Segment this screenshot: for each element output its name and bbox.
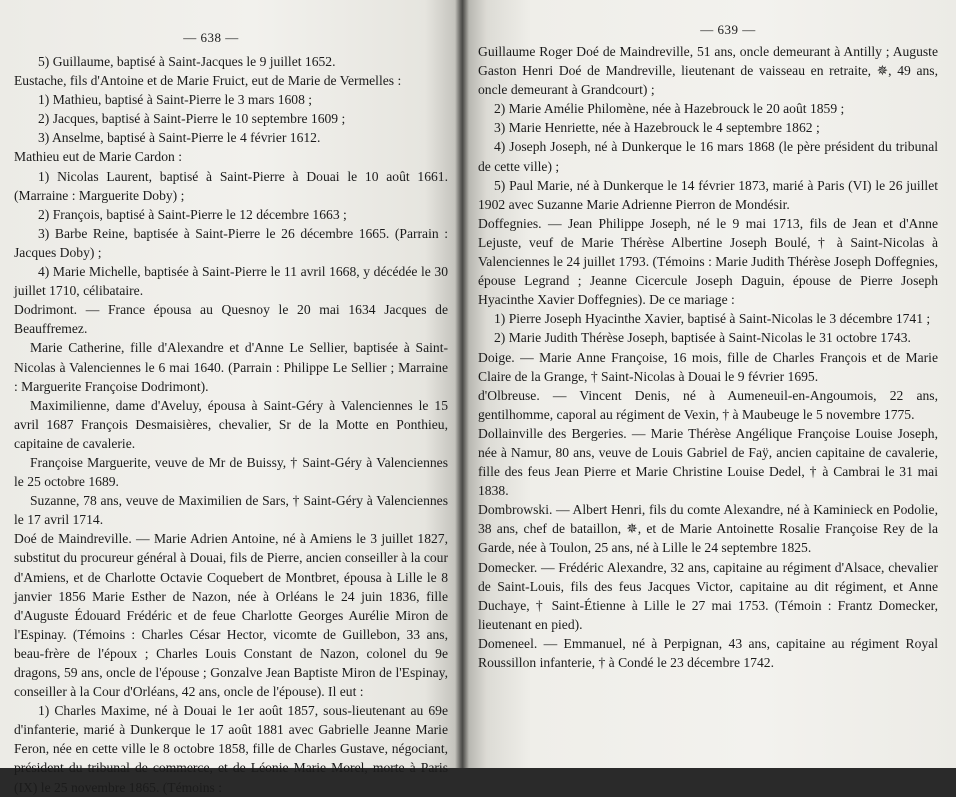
text-line: 4) Joseph Joseph, né à Dunkerque le 16 mars 1868 (le père président du tribunal de cette ville) ; [478, 139, 938, 174]
right-page [462, 0, 956, 768]
right-page-number: — 639 — [700, 22, 756, 37]
text-line: 4) Marie Michelle, baptisée à Saint-Pierre le 11 avril 1668, y décédée le 30 juillet 1710, célibataire. [14, 264, 448, 299]
text-line: 5) Paul Marie, né à Dunkerque le 14 février 1873, marié à Paris (VI) le 26 juillet 1902 avec Suzanne Marie Adrienne Pierron de Mondésir. [478, 177, 938, 212]
entry-dollainville: Dollainville des Bergeries. — Marie Thérèse Angélique Françoise Louise Joseph, née à Namur, 80 ans, veuve de Louis Gabriel de Faÿ, ancien capitaine de cavalerie, fille des feus Jean Pierre et Marie Christine Louise Dedel, † à Cambrai le 31 mai 1838. [478, 425, 938, 499]
text-line: Maximilienne, dame d'Aveluy, épousa à Saint-Géry à Valenciennes le 15 avril 1687 François Desmaisières, chevalier, Sr de la Motte en Ponthieu, capitaine de cavalerie. [14, 397, 448, 451]
text-line: 1) Nicolas Laurent, baptisé à Saint-Pierre à Douai le 10 août 1661. (Marraine : Marguerite Doby) ; [14, 168, 448, 203]
text-line: 3) Barbe Reine, baptisée à Saint-Pierre le 26 décembre 1665. (Parrain : Jacques Doby) ; [14, 225, 448, 260]
text-line: 2) Marie Judith Thérèse Joseph, baptisée à Saint-Nicolas le 31 octobre 1743. [494, 330, 911, 346]
entry-doffegnies: Doffegnies. — Jean Philippe Joseph, né le 9 mai 1713, fils de Jean et d'Anne Lejuste, veuf de Marie Thérèse Albertine Joseph Boulé, † à Saint-Nicolas à Valenciennes le 24 juillet 1793. (Témoins : Marie Judith Thérèse Joseph Doffegnies, épouse Legrand ; Jeanne Cicercule Joseph Daguin, épouse de Pierre Joseph Hyacinthe Xavier Doffegnies). De ce mariage : [478, 215, 938, 308]
text-line: 1) Mathieu, baptisé à Saint-Pierre le 3 mars 1608 ; [38, 92, 313, 108]
left-page-text [14, 52, 448, 797]
right-page-text [478, 42, 938, 672]
text-line: 1) Pierre Joseph Hyacinthe Xavier, baptisé à Saint-Nicolas le 3 décembre 1741 ; [494, 311, 931, 327]
text-line: Eustache, fils d'Antoine et de Marie Fruict, eut de Marie de Vermelles : [14, 73, 402, 89]
text-line: 5) Guillaume, baptisé à Saint-Jacques le 9 juillet 1652. [38, 54, 336, 69]
left-page-number: — 638 — [183, 30, 239, 45]
text-line: 3) Marie Henriette, née à Hazebrouck le 4 septembre 1862 ; [494, 120, 820, 136]
text-line: 1) Charles Maxime, né à Douai le 1er août 1857, sous-lieutenant au 69e d'infanterie, marié à Dunkerque le 17 août 1881 avec Gabrielle Jeanne Marie Feron, née en cette ville le 8 octobre 1858, fille de Charles Gustave, négociant, président du tribunal de commerce, et de Léonie Marie Morel, morte à Paris (IX) le 25 novembre 1865. (Témoins : [14, 703, 448, 795]
entry-dombrowski: Dombrowski. — Albert Henri, fils du comte Alexandre, né à Kaminieck en Podolie, 38 ans, chef de bataillon, ✵, et de Marie Antoinette Rosalie Françoise Rey de la Garde, née à Toulon, 25 ans, né à Lille le 24 septembre 1825. [478, 502, 938, 556]
left-page [0, 0, 462, 795]
book-gutter [455, 0, 469, 768]
entry-doe-de-maindreville: Doé de Maindreville. — Marie Adrien Antoine, né à Amiens le 3 juillet 1827, substitut du procureur général à Douai, fils de Pierre, ancien conseiller à la cour d'Amiens, et de Charlotte Octavie Coquebert de Montbret, épousa à Lille le 8 janvier 1856 Marie Esther de Nazon, née à Orléans le 24 juin 1836, fille d'Auguste Édouard Frédéric et de feue Charlotte Georges Aurélie Miron de l'Espinay. (Témoins : Charles César Hector, vicomte de Guillebon, 33 ans, beau-frère de l'époux ; Charles Louis Constant de Nazon, colonel du 9e dragons, 59 ans, oncle de l'épouse ; Gonzalve Jean Baptiste Miron de l'Espinay, conseiller à la Cour d'Orléans, 42 ans, oncle de l'épouse). Il eut : [14, 531, 448, 700]
text-line: 2) Jacques, baptisé à Saint-Pierre le 10 septembre 1609 ; [38, 111, 346, 127]
text-line: Guillaume Roger Doé de Maindreville, 51 ans, oncle demeurant à Antilly ; Auguste Gaston Henri Doé de Mandreville, lieutenant de vaisseau en retraite, ✵, 49 ans, oncle demeurant à Grandcourt) ; [478, 44, 938, 98]
text-line: 2) Marie Amélie Philomène, née à Hazebrouck le 20 août 1859 ; [494, 101, 845, 117]
entry-domecker: Domecker. — Frédéric Alexandre, 32 ans, capitaine au régiment d'Alsace, chevalier de Saint-Louis, fils des feus Jacques Victor, capitaine au dit régiment, et Anne Duchaye, † Saint-Étienne à Lille le 27 mai 1753. (Témoin : Frantz Domecker, lieutenant en pied). [478, 559, 938, 632]
entry-dodrimont: Dodrimont. — France épousa au Quesnoy le 20 mai 1634 Jacques de Beauffremez. [14, 302, 448, 337]
text-line: Marie Catherine, fille d'Alexandre et d'Anne Le Sellier, baptisée à Saint-Nicolas à Valenciennes le 6 mai 1640. (Parrain : Philippe Le Sellier ; Marraine : Marguerite Françoise Dodrimont). [14, 340, 448, 394]
entry-domeneel: Domeneel. — Emmanuel, né à Perpignan, 43 ans, capitaine au régiment Royal Roussillon infanterie, † à Condé le 23 décembre 1742. [478, 635, 938, 670]
text-line: 3) Anselme, baptisé à Saint-Pierre le 4 février 1612. [38, 130, 321, 146]
text-line: 2) François, baptisé à Saint-Pierre le 12 décembre 1663 ; [38, 206, 347, 222]
text-line: Suzanne, 78 ans, veuve de Maximilien de Sars, † Saint-Géry à Valenciennes le 17 avril 1714. [14, 493, 448, 528]
entry-doige: Doige. — Marie Anne Françoise, 16 mois, fille de Charles François et de Marie Claire de la Grange, † Saint-Nicolas à Douai le 9 février 1695. [478, 349, 938, 384]
entry-dolbreuse: d'Olbreuse. — Vincent Denis, né à Aumeneuil-en-Angoumois, 22 ans, gentilhomme, caporal au régiment de Vexin, † à Maubeuge le 5 novembre 1775. [478, 387, 938, 422]
text-line: Mathieu eut de Marie Cardon : [14, 149, 182, 165]
text-line: Françoise Marguerite, veuve de Mr de Buissy, † Saint-Géry à Valenciennes le 25 octobre 1689. [14, 454, 448, 490]
